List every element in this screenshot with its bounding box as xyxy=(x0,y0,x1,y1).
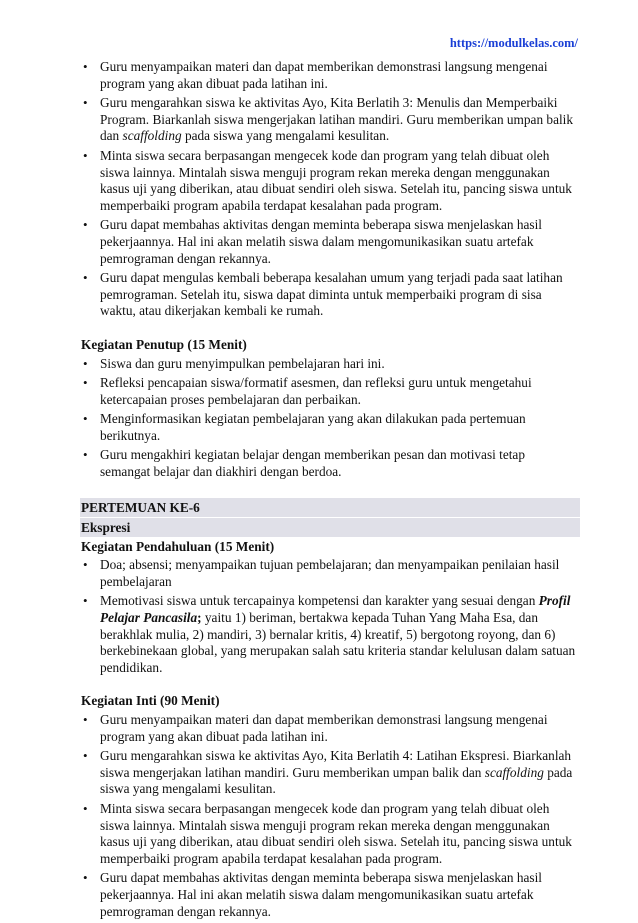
activity-list xyxy=(81,59,578,320)
list-item: • Menginformasikan kegiatan pembelajaran yang akan dilakukan pada pertemuan berikutnya. xyxy=(81,411,578,444)
list-item: • Guru dapat membahas aktivitas dengan meminta beberapa siswa menjelaskan hasil pekerjaannya. Hal ini akan melatih siswa dalam mengomunikasikan suatu artefak pemrograman dengan rekannya. xyxy=(81,870,578,920)
section-heading-penutup: Kegiatan Penutup (15 Menit) xyxy=(81,336,247,352)
list-item: • Guru dapat membahas aktivitas dengan meminta beberapa siswa menjelaskan hasil pekerjaannya. Hal ini akan melatih siswa dalam mengomunikasikan suatu artefak pemrograman dengan rekannya. xyxy=(81,217,578,267)
italic-term: scaffolding xyxy=(122,128,182,144)
pendahuluan-list xyxy=(81,557,578,676)
profil-pelajar-pancasila-term: Profil Pelajar Pancasila xyxy=(100,593,571,626)
section-heading-pendahuluan: Kegiatan Pendahuluan (15 Menit) xyxy=(81,538,275,554)
list-item: • Minta siswa secara berpasangan mengecek kode dan program yang telah dibuat oleh siswa lainnya. Mintalah siswa menguji program rekan mereka dengan menggunakan kasus uji yang diberikan, atau dibuat sendiri oleh siswa. Setelah itu, pancing siswa untuk memperbaiki program apabila terdapat kesalahan pada program. xyxy=(81,148,578,214)
list-item: • Guru menyampaikan materi dan dapat memberikan demonstrasi langsung mengenai program yang akan dibuat pada latihan ini. xyxy=(81,59,578,92)
italic-term: scaffolding xyxy=(484,764,544,780)
list-item: • Doa; absensi; menyampaikan tujuan pembelajaran; dan menyampaikan penilaian hasil pembelajaran xyxy=(81,557,578,590)
section-heading-inti: Kegiatan Inti (90 Menit) xyxy=(81,693,220,709)
inti-list xyxy=(81,712,578,920)
list-item xyxy=(81,593,578,676)
meeting-subtitle: Ekspresi xyxy=(80,518,580,537)
list-item: • Refleksi pencapaian siswa/formatif asesmen, dan refleksi guru untuk mengetahui ketercapaian proses pembelajaran dan perbaikan. xyxy=(81,375,578,408)
list-item: • Siswa dan guru menyimpulkan pembelajaran hari ini. xyxy=(81,356,578,373)
list-item-text: pada siswa yang mengalami kesulitan. xyxy=(100,764,573,797)
penutup-list xyxy=(81,356,578,481)
list-item xyxy=(81,748,578,798)
list-item-text: Guru mengarahkan siswa ke aktivitas Ayo, Kita Berlatih 4: Latihan Ekspresi. Biarkanlah siswa mengerjakan latihan mandiri. Guru memberikan umpan balik dan xyxy=(100,748,572,780)
list-item: • Guru mengakhiri kegiatan belajar dengan memberikan pesan dan motivasi tetap semangat belajar dan diakhiri dengan berdoa. xyxy=(81,447,578,480)
list-item xyxy=(81,95,578,145)
semicolon: ; xyxy=(197,610,202,626)
list-item: • Minta siswa secara berpasangan mengecek kode dan program yang telah dibuat oleh siswa lainnya. Mintalah siswa menguji program rekan mereka dengan menggunakan kasus uji yang diberikan, atau dibuat sendiri oleh siswa. Setelah itu, pancing siswa untuk memperbaiki program apabila terdapat kesalahan pada program. xyxy=(81,801,578,867)
list-item: • Guru menyampaikan materi dan dapat memberikan demonstrasi langsung mengenai program yang akan dibuat pada latihan ini. xyxy=(81,712,578,745)
header-url-link[interactable]: https://modulkelas.com/ xyxy=(449,36,578,50)
list-item-text: pada siswa yang mengalami kesulitan. xyxy=(181,128,390,144)
meeting-title: PERTEMUAN KE-6 xyxy=(80,498,580,517)
document-body xyxy=(81,59,578,923)
list-item-text: Guru mengarahkan siswa ke aktivitas Ayo, Kita Berlatih 3: Menulis dan Memperbaiki Program. Biarkanlah siswa mengerjakan latihan mandiri. Guru memberikan umpan balik dan xyxy=(100,95,574,144)
list-item-text: yaitu 1) beriman, bertakwa kepada Tuhan Yang Maha Esa, dan berakhlak mulia, 2) mandiri, 3) bernalar kritis, 4) kreatif, 5) bergotong royong, dan 6) berkebinekaan global, yang merupakan salah satu kriteria standar kelulusan dalam satuan pendidikan. xyxy=(100,610,576,675)
list-item: • Guru dapat mengulas kembali beberapa kesalahan umum yang terjadi pada saat latihan pemrograman. Setelah itu, siswa dapat diminta untuk memperbaiki program di sisa waktu, atau dikerjakan kembali ke rumah. xyxy=(81,270,578,320)
list-item-text: Memotivasi siswa untuk tercapainya kompetensi dan karakter yang sesuai dengan xyxy=(100,593,539,609)
